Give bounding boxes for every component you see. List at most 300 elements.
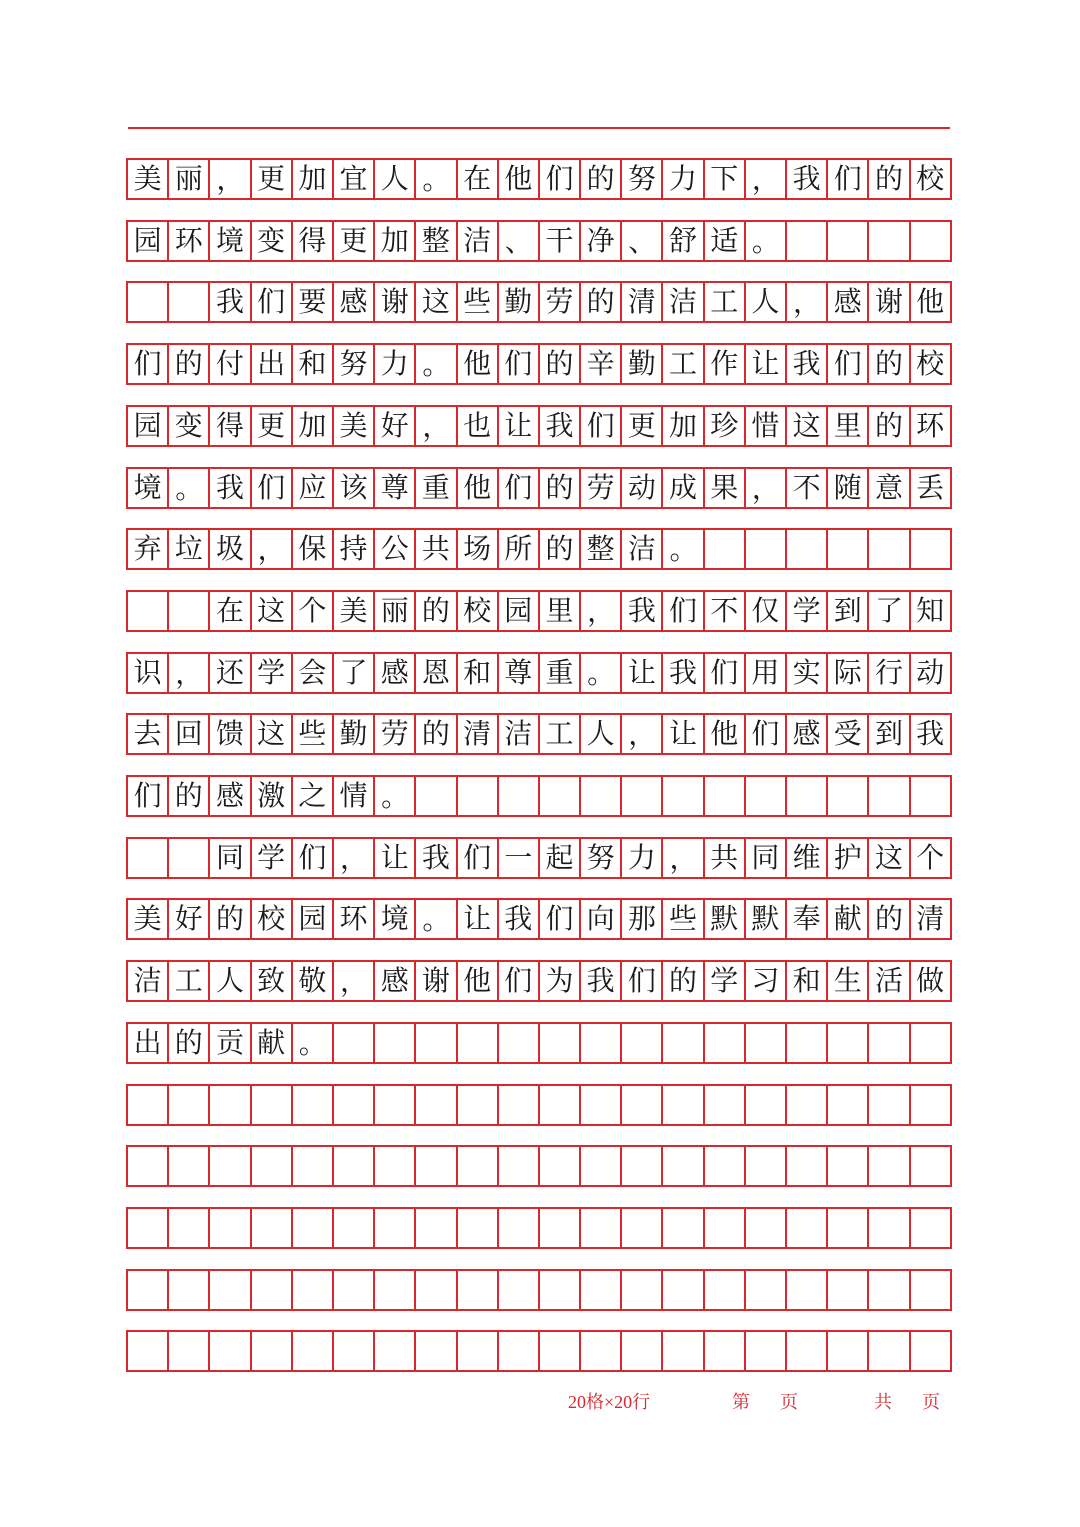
grid-cell: 舒 [663,220,704,262]
grid-row [126,775,952,817]
grid-cell [499,1207,540,1249]
grid-cell: ， [663,837,704,879]
grid-cell: ， [169,652,210,694]
grid-cell: 的 [540,467,581,509]
grid-cell: 为 [540,960,581,1002]
grid-cell: 加 [663,405,704,447]
grid-cell: 谢 [416,960,457,1002]
grid-cell [828,528,869,570]
grid-cell [828,1330,869,1372]
grid-cell [416,1084,457,1126]
grid-cell: 同 [210,837,251,879]
grid-cell: 让 [375,837,416,879]
grid-cell: 实 [787,652,828,694]
grid-row [126,590,952,632]
grid-cell: 们 [663,590,704,632]
grid-cell: 馈 [210,713,251,755]
grid-cell: 奉 [787,898,828,940]
grid-cell: 、 [622,220,663,262]
grid-cell [869,1022,910,1064]
grid-cell [128,281,169,323]
grid-cell [210,1269,251,1311]
page-total-label-end: 页 [922,1392,940,1412]
grid-cell: 作 [705,343,746,385]
grid-cell: 还 [210,652,251,694]
grid-cell: 个 [293,590,334,632]
grid-cell [334,1269,375,1311]
grid-cell [210,1145,251,1187]
grid-cell: 我 [663,652,704,694]
grid-cell: 校 [911,158,952,200]
grid-cell: 这 [416,281,457,323]
grid-cell [581,1084,622,1126]
grid-cell [787,1145,828,1187]
grid-cell: 们 [622,960,663,1002]
grid-cell [869,775,910,817]
grid-cell [622,1022,663,1064]
grid-cell [458,1022,499,1064]
grid-cell: 园 [499,590,540,632]
grid-cell [911,1330,952,1372]
grid-cell: 洁 [128,960,169,1002]
grid-cell [746,1084,787,1126]
grid-cell [705,775,746,817]
grid-cell [746,1207,787,1249]
grid-cell: 敬 [293,960,334,1002]
grid-cell: 到 [828,590,869,632]
grid-cell [499,1330,540,1372]
grid-cell: 的 [869,405,910,447]
grid-cell [540,1330,581,1372]
grid-cell: 惜 [746,405,787,447]
grid-cell: ， [746,158,787,200]
grid-cell: 。 [169,467,210,509]
grid-cell: 生 [828,960,869,1002]
top-rule-line [128,127,950,129]
grid-cell: 之 [293,775,334,817]
grid-cell: 。 [416,343,457,385]
grid-cell: 整 [416,220,457,262]
grid-cell: 美 [128,898,169,940]
grid-cell: 和 [458,652,499,694]
grid-cell: 感 [375,960,416,1002]
grid-cell: 我 [581,960,622,1002]
grid-cell [911,1084,952,1126]
grid-cell [375,1207,416,1249]
grid-cell: 尊 [499,652,540,694]
grid-cell [416,1330,457,1372]
grid-cell: 所 [499,528,540,570]
grid-cell [334,1207,375,1249]
grid-cell [252,1269,293,1311]
grid-cell [787,1022,828,1064]
grid-cell: 境 [210,220,251,262]
grid-cell: 里 [828,405,869,447]
grid-cell: 的 [210,898,251,940]
grid-cell [869,1207,910,1249]
grid-cell: 恩 [416,652,457,694]
grid-cell: 学 [787,590,828,632]
page-number-label-end: 页 [780,1392,798,1412]
grid-cell: 人 [210,960,251,1002]
grid-cell: 们 [540,898,581,940]
grid-cell: 们 [293,837,334,879]
grid-cell [828,1145,869,1187]
grid-cell: 。 [663,528,704,570]
grid-cell [705,528,746,570]
grid-cell [828,1207,869,1249]
grid-cell: 献 [252,1022,293,1064]
grid-cell: 不 [787,467,828,509]
grid-cell: 致 [252,960,293,1002]
grid-cell: 也 [458,405,499,447]
grid-cell: 感 [210,775,251,817]
grid-cell [334,1145,375,1187]
grid-cell: 他 [705,713,746,755]
grid-cell: 的 [663,960,704,1002]
grid-cell: 得 [210,405,251,447]
grid-cell: 洁 [458,220,499,262]
grid-cell: 让 [663,713,704,755]
grid-cell: 感 [375,652,416,694]
grid-cell: 下 [705,158,746,200]
grid-cell [622,1269,663,1311]
grid-cell [252,1084,293,1126]
grid-cell: 们 [499,960,540,1002]
grid-row [126,1207,952,1249]
grid-cell [622,1145,663,1187]
grid-cell: 和 [787,960,828,1002]
grid-cell: 应 [293,467,334,509]
grid-cell: 加 [293,158,334,200]
grid-row [126,1269,952,1311]
grid-cell: ， [334,837,375,879]
grid-cell [169,837,210,879]
grid-cell: 一 [499,837,540,879]
grid-row [126,837,952,879]
grid-cell [869,1330,910,1372]
grid-cell: 力 [622,837,663,879]
grid-cell [622,775,663,817]
grid-cell: 。 [375,775,416,817]
grid-cell: 这 [252,590,293,632]
grid-cell [375,1145,416,1187]
grid-cell: 、 [499,220,540,262]
grid-cell [705,1330,746,1372]
grid-cell: 劳 [375,713,416,755]
grid-cell [869,1084,910,1126]
grid-cell: 识 [128,652,169,694]
grid-cell [663,1022,704,1064]
grid-cell: 工 [705,281,746,323]
grid-cell: 要 [293,281,334,323]
grid-cell: 的 [169,1022,210,1064]
grid-cell: 同 [746,837,787,879]
grid-cell: 维 [787,837,828,879]
grid-cell: 感 [334,281,375,323]
grid-row [126,960,952,1002]
grid-cell: 会 [293,652,334,694]
grid-cell [499,1022,540,1064]
grid-cell: 境 [128,467,169,509]
grid-cell [787,1207,828,1249]
grid-cell: 默 [705,898,746,940]
grid-cell [293,1084,334,1126]
grid-cell: 成 [663,467,704,509]
grid-cell: 我 [210,467,251,509]
grid-cell: 更 [334,220,375,262]
grid-cell: 的 [869,343,910,385]
grid-cell: 。 [581,652,622,694]
grid-cell: ， [622,713,663,755]
grid-cell: 洁 [622,528,663,570]
grid-row [126,405,952,447]
grid-cell [746,1330,787,1372]
grid-cell: 的 [416,713,457,755]
grid-cell: 劳 [581,467,622,509]
grid-cell [663,1084,704,1126]
grid-cell [252,1207,293,1249]
grid-cell: 劳 [540,281,581,323]
grid-cell: 清 [911,898,952,940]
grid-cell: 让 [499,405,540,447]
grid-cell [416,775,457,817]
grid-cell: 动 [911,652,952,694]
grid-cell [334,1330,375,1372]
grid-cell: 们 [540,158,581,200]
grid-cell [128,1330,169,1372]
grid-row [126,528,952,570]
grid-cell [128,590,169,632]
grid-cell: 们 [828,158,869,200]
grid-cell: 工 [663,343,704,385]
grid-cell [705,1145,746,1187]
grid-cell: 的 [540,343,581,385]
grid-cell: 的 [581,158,622,200]
grid-cell: 和 [293,343,334,385]
grid-cell [334,1022,375,1064]
grid-cell [293,1330,334,1372]
grid-cell [828,775,869,817]
grid-cell: 动 [622,467,663,509]
grid-cell: 洁 [499,713,540,755]
grid-cell: 们 [828,343,869,385]
grid-row [126,281,952,323]
grid-cell [581,1022,622,1064]
grid-cell [499,1269,540,1311]
grid-cell [787,220,828,262]
grid-cell [128,1084,169,1126]
grid-cell [416,1207,457,1249]
grid-cell [169,1084,210,1126]
grid-cell: 环 [169,220,210,262]
grid-cell: 加 [375,220,416,262]
grid-cell [828,1269,869,1311]
grid-cell: 献 [828,898,869,940]
grid-cell [128,1207,169,1249]
grid-cell [540,775,581,817]
grid-cell: 园 [128,405,169,447]
grid-cell [499,1145,540,1187]
grid-cell: 美 [334,590,375,632]
grid-cell [458,775,499,817]
grid-cell: 的 [540,528,581,570]
grid-cell: 的 [869,158,910,200]
grid-cell [540,1022,581,1064]
grid-cell: 努 [622,158,663,200]
grid-cell: 他 [911,281,952,323]
grid-cell: 辛 [581,343,622,385]
grid-row [126,1145,952,1187]
grid-cell: 我 [787,343,828,385]
grid-cell [581,1330,622,1372]
grid-row [126,343,952,385]
grid-cell: 他 [458,960,499,1002]
grid-cell: 整 [581,528,622,570]
grid-cell [869,220,910,262]
grid-cell [746,1022,787,1064]
grid-cell: 勤 [622,343,663,385]
grid-cell [911,528,952,570]
grid-cell: 清 [458,713,499,755]
grid-cell [210,1084,251,1126]
grid-cell: 得 [293,220,334,262]
grid-cell: 到 [869,713,910,755]
grid-cell: 我 [499,898,540,940]
grid-cell [622,1207,663,1249]
grid-cell: 他 [499,158,540,200]
grid-cell: 校 [911,343,952,385]
grid-cell: 工 [540,713,581,755]
grid-cell: 回 [169,713,210,755]
grid-cell: 谢 [375,281,416,323]
grid-cell: 们 [458,837,499,879]
grid-cell [663,775,704,817]
grid-cell [293,1145,334,1187]
grid-cell: 做 [911,960,952,1002]
grid-cell: 我 [210,281,251,323]
grid-cell [210,1207,251,1249]
grid-cell [416,1145,457,1187]
grid-cell [581,775,622,817]
grid-cell [252,1145,293,1187]
grid-cell [828,1084,869,1126]
grid-row [126,1330,952,1372]
grid-cell [869,528,910,570]
grid-cell: 向 [581,898,622,940]
grid-cell [540,1269,581,1311]
grid-cell: 个 [911,837,952,879]
grid-cell: 园 [128,220,169,262]
grid-cell: 习 [746,960,787,1002]
grid-cell: ， [210,158,251,200]
grid-cell: 丽 [169,158,210,200]
grid-cell: 更 [252,158,293,200]
grid-cell [375,1084,416,1126]
grid-cell: 圾 [210,528,251,570]
grid-cell: 了 [869,590,910,632]
grid-cell [787,1269,828,1311]
grid-cell: 持 [334,528,375,570]
grid-cell: 环 [334,898,375,940]
grid-cell: 学 [705,960,746,1002]
grid-row [126,158,952,200]
grid-cell [252,1330,293,1372]
grid-cell [293,1207,334,1249]
grid-cell [911,1207,952,1249]
grid-cell: 用 [746,652,787,694]
grid-cell [458,1084,499,1126]
grid-cell: 干 [540,220,581,262]
grid-cell: 们 [705,652,746,694]
grid-cell [828,220,869,262]
grid-cell: 洁 [663,281,704,323]
grid-cell: 环 [911,405,952,447]
grid-cell: 清 [622,281,663,323]
grid-cell [458,1269,499,1311]
grid-cell: ， [787,281,828,323]
grid-cell: 勤 [334,713,375,755]
grid-cell [540,1207,581,1249]
grid-cell [911,1145,952,1187]
grid-cell: 仅 [746,590,787,632]
grid-cell: 弃 [128,528,169,570]
grid-cell: 谢 [869,281,910,323]
grid-cell: 人 [746,281,787,323]
grid-cell: 这 [252,713,293,755]
grid-cell: 让 [458,898,499,940]
grid-cell: 出 [252,343,293,385]
grid-cell [293,1269,334,1311]
grid-cell: 的 [169,343,210,385]
grid-cell: 了 [334,652,375,694]
grid-cell: 勤 [499,281,540,323]
grid-cell: 珍 [705,405,746,447]
grid-cell: 付 [210,343,251,385]
grid-cell [911,1269,952,1311]
grid-cell [746,528,787,570]
grid-cell [911,1022,952,1064]
grid-row [126,652,952,694]
grid-cell: ， [252,528,293,570]
grid-cell: 丽 [375,590,416,632]
grid-cell [169,1269,210,1311]
grid-cell: 的 [581,281,622,323]
grid-cell: 加 [293,405,334,447]
grid-cell [911,775,952,817]
grid-cell [499,1084,540,1126]
grid-cell: 感 [787,713,828,755]
grid-cell [746,1269,787,1311]
grid-cell: 美 [334,405,375,447]
grid-cell: 重 [416,467,457,509]
grid-cell: 些 [663,898,704,940]
grid-cell [128,1269,169,1311]
grid-cell: 的 [416,590,457,632]
grid-cell: 们 [746,713,787,755]
grid-cell [622,1084,663,1126]
grid-cell [705,1207,746,1249]
grid-cell [458,1330,499,1372]
grid-cell [169,1207,210,1249]
grid-row [126,1084,952,1126]
grid-cell [375,1022,416,1064]
grid-cell [416,1269,457,1311]
grid-cell: 更 [252,405,293,447]
grid-cell [375,1330,416,1372]
grid-cell: 更 [622,405,663,447]
grid-cell: 护 [828,837,869,879]
